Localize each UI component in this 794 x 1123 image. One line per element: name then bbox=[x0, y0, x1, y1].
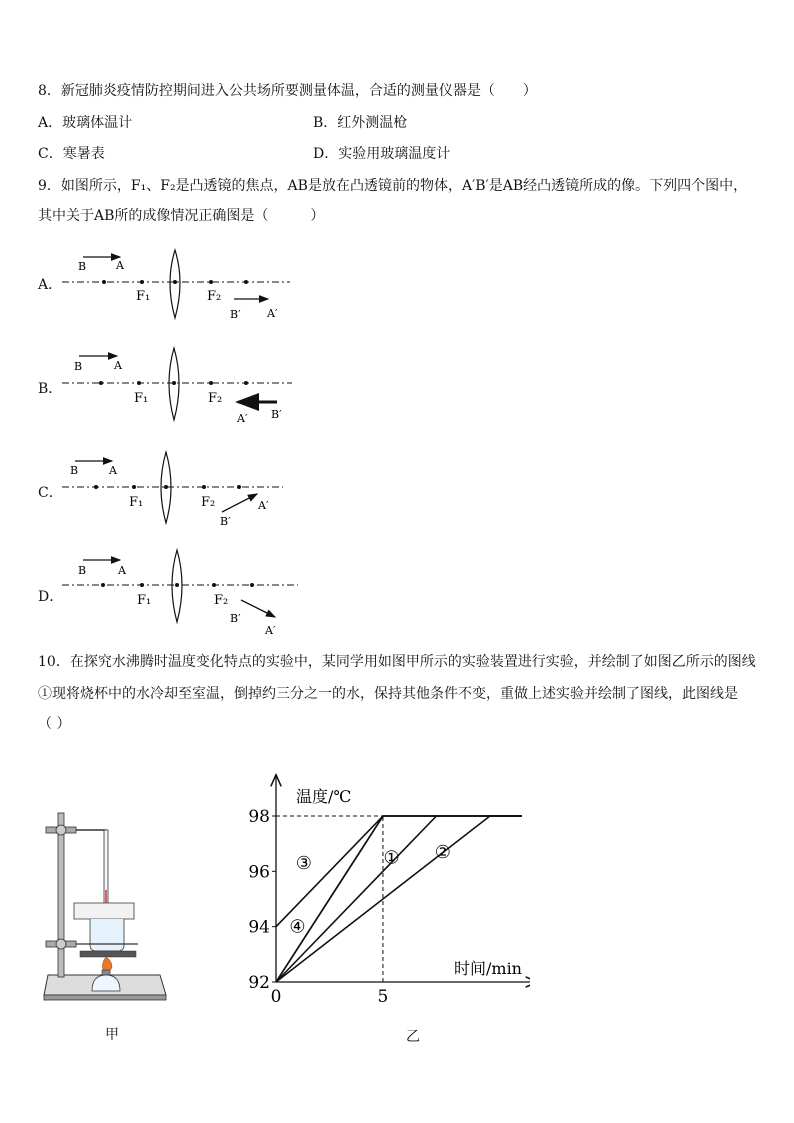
image-arrow-d bbox=[241, 600, 275, 617]
q9-diagram-d bbox=[62, 550, 298, 637]
q8-option-c: C．寒暑表 bbox=[38, 146, 105, 162]
img-b-d: B′ bbox=[230, 612, 241, 625]
obj-a-c: A bbox=[109, 464, 117, 477]
q10-line2: ①现将烧杯中的水冷却至室温，倒掉约三分之一的水，保持其他条件不变，重做上述实验并绘制了图线，此图线是 bbox=[38, 686, 738, 702]
q9-stem-line1: 9．如图所示，F₁、F₂是凸透镜的焦点，AB是放在凸透镜前的物体，A′B′是AB经凸透镜所成的像。下列四个图中， bbox=[38, 178, 748, 194]
img-b-c: B′ bbox=[220, 515, 231, 528]
obj-b-a: B bbox=[78, 260, 87, 273]
q9-option-c-letter: C． bbox=[38, 485, 63, 501]
f2-c: F₂ bbox=[201, 495, 216, 510]
series-label: ② bbox=[434, 841, 451, 863]
y-tick-label: 92 bbox=[248, 973, 270, 993]
y-tick-label: 94 bbox=[248, 917, 270, 938]
obj-b-d: B bbox=[78, 564, 87, 577]
series-line-3 bbox=[276, 816, 522, 927]
obj-a-b: A bbox=[114, 359, 122, 372]
f2-a: F₂ bbox=[207, 289, 222, 304]
q9-stem-line2: 其中关于AB所的成像情况正确图是（ ） bbox=[38, 208, 325, 224]
series-line-2 bbox=[276, 816, 522, 982]
q9-option-b-letter: B． bbox=[38, 381, 63, 397]
temperature-time-chart bbox=[240, 770, 530, 1030]
img-a-c: A′ bbox=[258, 499, 269, 512]
f1-b: F₁ bbox=[134, 391, 149, 406]
x-axis-label: 时间/min bbox=[454, 959, 522, 978]
q8-stem: 8．新冠肺炎疫情防控期间进入公共场所要测量体温，合适的测量仪器是（ ） bbox=[38, 83, 537, 99]
q9-option-d-letter: D． bbox=[38, 589, 64, 605]
img-a-d: A′ bbox=[265, 624, 276, 637]
f2-b: F₂ bbox=[208, 391, 223, 406]
img-b-b: B′ bbox=[271, 408, 282, 421]
series-line-5 bbox=[276, 816, 522, 982]
series-label: ④ bbox=[289, 916, 306, 938]
y-tick-label: 96 bbox=[248, 862, 270, 883]
series-line-4 bbox=[276, 816, 522, 982]
x-tick-label: 0 bbox=[270, 987, 282, 1007]
f1-a: F₁ bbox=[136, 289, 151, 304]
obj-a-a: A bbox=[116, 259, 124, 272]
series-lines bbox=[276, 816, 522, 982]
y-axis-label: 温度/℃ bbox=[296, 787, 352, 806]
q8-option-d: D．实验用玻璃温度计 bbox=[313, 146, 451, 162]
series-label: ③ bbox=[295, 853, 312, 875]
wire-gauze bbox=[80, 951, 136, 957]
x-ticks bbox=[271, 987, 389, 1007]
q8-option-b: B．红外测温枪 bbox=[313, 115, 408, 131]
q10-line3: （ ） bbox=[38, 716, 71, 732]
q8-option-a: A．玻璃体温计 bbox=[38, 115, 133, 131]
chart-caption: 乙 bbox=[406, 1029, 420, 1045]
obj-a-d: A bbox=[118, 564, 126, 577]
y-tick-label: 98 bbox=[248, 807, 270, 827]
beaker bbox=[90, 919, 124, 951]
q9-option-a-letter: A． bbox=[38, 277, 63, 293]
apparatus-caption: 甲 bbox=[105, 1027, 119, 1043]
stand-rod bbox=[58, 813, 64, 977]
img-a-b: A′ bbox=[237, 412, 248, 425]
q9-diagram-a bbox=[62, 250, 290, 321]
f1-d: F₁ bbox=[137, 593, 152, 608]
y-ticks bbox=[248, 807, 276, 993]
obj-b-c: B bbox=[70, 464, 79, 477]
x-tick-label: 5 bbox=[377, 987, 389, 1007]
q9-diagram-c bbox=[62, 452, 283, 528]
img-b-a: B′ bbox=[230, 308, 241, 321]
series-line-1 bbox=[276, 816, 522, 982]
q10-line1: 10．在探究水沸腾时温度变化特点的实验中，某同学用如图甲所示的实验装置进行实验，并绘制了如图乙所示的图线 bbox=[38, 654, 756, 670]
f2-d: F₂ bbox=[214, 593, 229, 608]
flame bbox=[102, 957, 112, 972]
obj-b-b: B bbox=[74, 360, 83, 373]
image-arrow-c bbox=[222, 494, 257, 512]
series-label: ① bbox=[383, 847, 400, 869]
f1-c: F₁ bbox=[129, 495, 144, 510]
q9-diagram-b bbox=[62, 348, 292, 425]
img-a-a: A′ bbox=[267, 307, 278, 320]
boiling-apparatus-figure bbox=[38, 795, 208, 1025]
